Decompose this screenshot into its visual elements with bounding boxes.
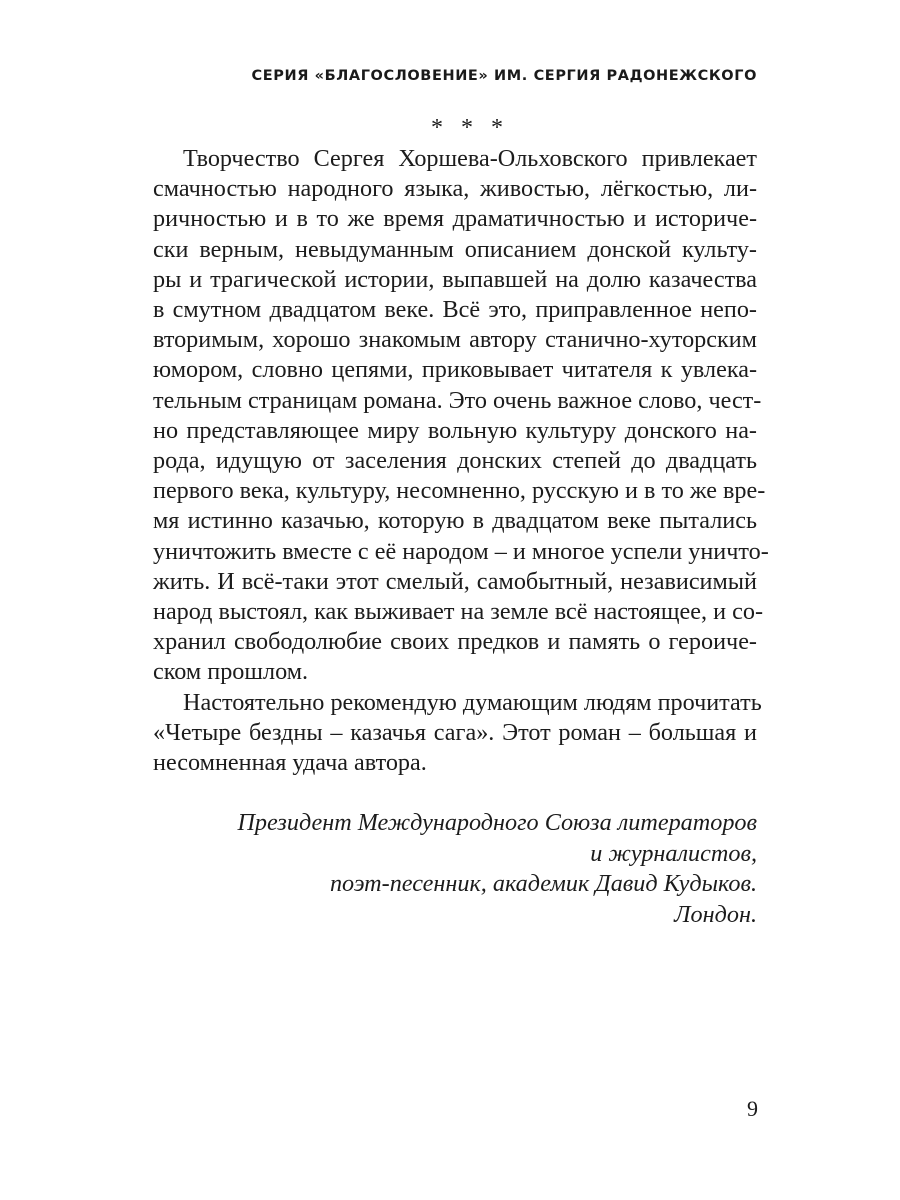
section-separator: * * * bbox=[431, 115, 509, 141]
paragraph-recommendation bbox=[153, 688, 762, 779]
signature-line: Лондон. bbox=[674, 900, 757, 928]
text-line: Настоятельно рекомендую думающим людям прочитать bbox=[183, 688, 762, 716]
signature-line: поэт-песенник, академик Давид Кудыков. bbox=[329, 870, 757, 897]
text-line: Творчество Сергея Хоршева-Ольховского привлекает bbox=[183, 145, 757, 172]
text-line: ском прошлом. bbox=[153, 658, 309, 686]
text-line: в смутном двадцатом веке. Всё это, приправленное непо- bbox=[153, 296, 757, 324]
text-line: ры и трагической истории, выпавшей на долю казачества bbox=[153, 265, 757, 293]
text-line: мя истинно казачью, которую в двадцатом веке пытались bbox=[153, 507, 757, 535]
text-line: хранил свободолюбие своих предков и память о героиче- bbox=[153, 628, 757, 656]
text-line: рода, идущую от заселения донских степей до двадцать bbox=[153, 447, 757, 475]
text-line: тельным страницам романа. Это очень важное слово, чест- bbox=[153, 386, 762, 414]
text-line: первого века, культуру, несомненно, русскую и в то же вре- bbox=[153, 477, 766, 505]
text-line: «Четыре бездны – казачья сага». Этот роман – большая и bbox=[153, 718, 757, 746]
text-line: несомненная удача автора. bbox=[153, 749, 427, 777]
text-line: народ выстоял, как выживает на земле всё настоящее, и со- bbox=[153, 598, 764, 626]
text-line: ричностью и в то же время драматичностью и историче- bbox=[153, 205, 757, 233]
text-line: ски верным, невыдуманным описанием донской культу- bbox=[153, 235, 757, 263]
page-number: 9 bbox=[747, 1096, 758, 1121]
text-line: смачностью народного языка, живостью, лёгкостью, ли- bbox=[153, 175, 757, 203]
signature-block bbox=[153, 808, 757, 930]
running-head: СЕРИЯ «БЛАГОСЛОВЕНИЕ» ИМ. СЕРГИЯ РАДОНЕЖСКОГО bbox=[251, 68, 757, 84]
text-line: юмором, словно цепями, приковывает читателя к увлека- bbox=[153, 356, 757, 384]
text-line: уничтожить вместе с её народом – и многое успели уничто- bbox=[153, 537, 769, 565]
signature-line: Президент Международного Союза литераторов bbox=[237, 809, 757, 836]
body-text bbox=[153, 144, 769, 778]
paragraph-review bbox=[153, 144, 769, 688]
text-line: вторимым, хорошо знакомым автору станично-хуторским bbox=[153, 326, 757, 354]
signature-line: и журналистов, bbox=[590, 839, 757, 867]
text-line: но представляющее миру вольную культуру донского на- bbox=[153, 416, 757, 444]
text-line: жить. И всё-таки этот смелый, самобытный, независимый bbox=[153, 567, 757, 595]
